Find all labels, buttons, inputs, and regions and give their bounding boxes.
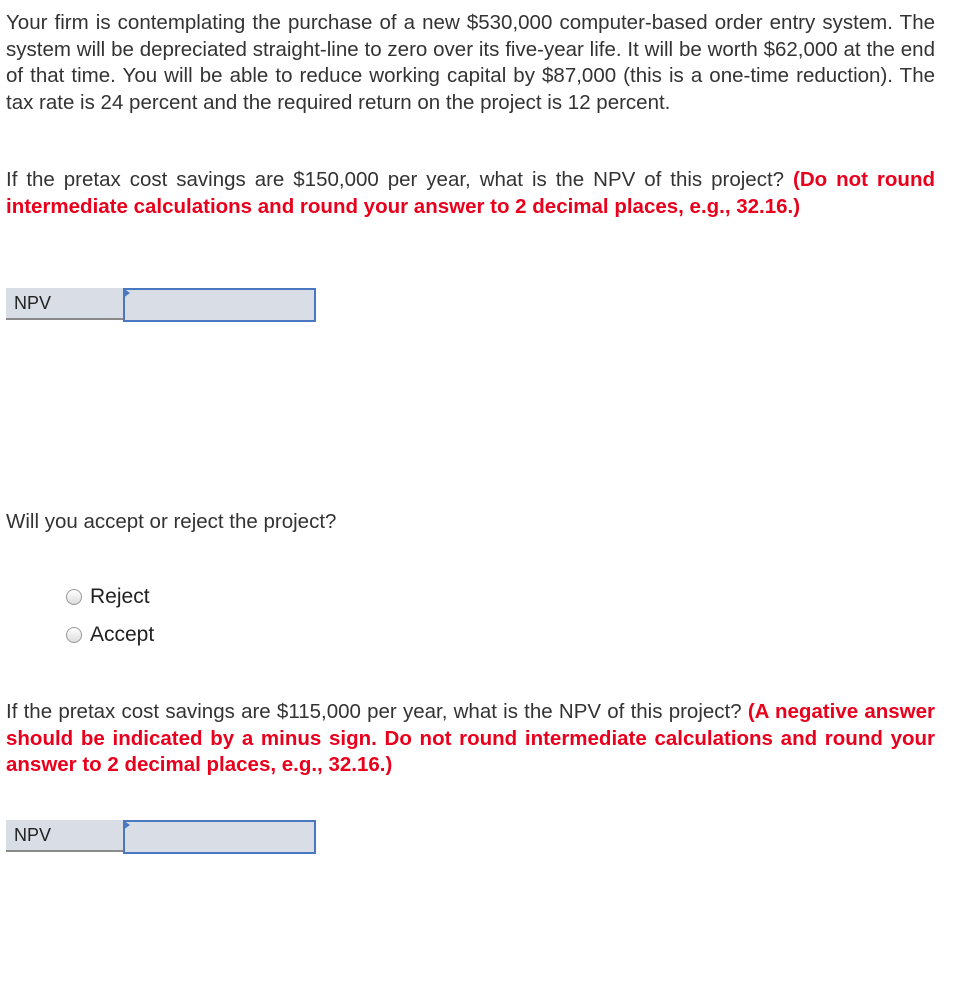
radio-reject[interactable] [66,584,150,610]
npv-row-2 [6,820,316,854]
question-1 [6,167,935,220]
question-1-instruction: (Do not round intermediate calculations and round your answer to 2 decimal places, e.g., 32.16.) [6,168,935,218]
npv-label-1: NPV [6,288,124,320]
question-3-text: If the pretax cost savings are $115,000 per year, what is the NPV of this project? [6,700,748,723]
npv-input-2[interactable] [123,820,316,854]
radio-reject-label[interactable]: Reject [90,585,150,608]
npv-input-1[interactable] [123,288,316,322]
npv-label-2: NPV [6,820,124,852]
radio-circle-icon[interactable] [66,589,82,605]
radio-accept[interactable] [66,622,154,648]
question-1-text: If the pretax cost savings are $150,000 per year, what is the NPV of this project? [6,168,794,191]
input-corner-marker-icon [123,820,130,830]
input-corner-marker-icon [123,288,130,298]
question-3-instruction: (A negative answer should be indicated by a minus sign. Do not round intermediate calculations and round your answer to 2 decimal places, e.g., 32.16.) [6,700,935,776]
question-3 [6,699,935,779]
npv-row-1 [6,288,316,322]
question-2: Will you accept or reject the project? [6,510,337,533]
problem-intro: Your firm is contemplating the purchase of a new $530,000 computer-based order entry system. The system will be depreciated straight-line to zero over its five-year life. It will be worth $62,000 at the end of that time. You will be able to reduce working capital by $87,000 (this is a one-time reduction). The tax rate is 24 percent and the required return on the project is 12 percent. [6,11,935,114]
radio-circle-icon[interactable] [66,627,82,643]
radio-accept-label[interactable]: Accept [90,623,155,646]
